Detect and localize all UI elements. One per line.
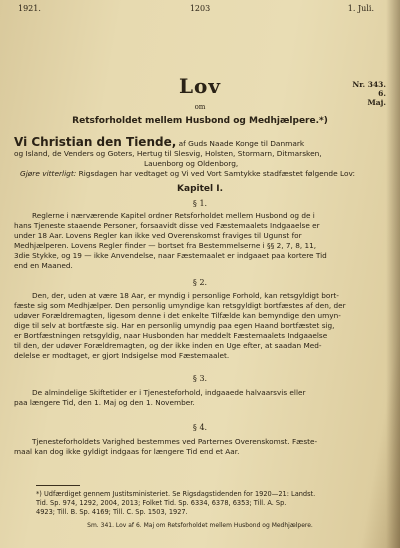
preamble-label: Gjøre vitterligt: — [20, 169, 77, 178]
marginal-month: Maj. — [367, 98, 386, 107]
text-line: er Bortfæstningen retsgyldig, naar Husbonden har meddelt Fæstemaalets Indgaaelse — [14, 331, 328, 340]
text-line: maal kan dog ikke gyldigt indgaas for længere Tid end et Aar. — [14, 447, 240, 456]
section-body — [14, 388, 305, 408]
text-line: under 18 Aar. Lovens Regler kan ikke ved Overenskomst fraviges til Ugunst for — [14, 231, 302, 240]
title-connector: om — [194, 103, 206, 111]
section-label: § 3. — [192, 374, 208, 383]
text-line: Reglerne i nærværende Kapitel ordner Retsforholdet mellem Husbond og de i — [32, 211, 315, 220]
marginal-day: 6. — [378, 89, 386, 98]
preamble-lead: Vi Christian den Tiende, — [14, 135, 177, 149]
text-line: 3die Stykke, og 19 — ikke Anvendelse, naar Fæstemaalet er indgaaet paa kortere Tid — [14, 251, 327, 260]
section-body — [14, 291, 346, 361]
footnote-line: *) Udfærdiget gennem Justitsministeriet. Se Rigsdagstidenden for 1920—21: Landst. — [36, 490, 316, 498]
document-title: Lov — [178, 74, 222, 98]
section-label: § 4. — [192, 423, 208, 432]
text-line: hans Tjeneste staaende Personer, forsaavidt disse ved Fæstemaalets Indgaaelse er — [14, 221, 320, 230]
section-label: § 2. — [192, 278, 208, 287]
text-line: Medhjælperen. Lovens Regler finder — bortset fra Bestemmelserne i §§ 2, 7, 8, 11, — [14, 241, 317, 250]
preamble-line: af Guds Naade Konge til Danmark — [178, 139, 305, 148]
footnote — [36, 490, 315, 517]
footnote-divider — [36, 485, 80, 486]
header-date: 1. Juli. — [347, 4, 374, 13]
text-line: til den, der udøver Forældremagten, og der ikke inden en Uge efter, at saadan Med- — [14, 341, 322, 350]
text-line: Tjenesteforholdets Varighed bestemmes ved Parternes Overenskomst. Fæste- — [32, 437, 318, 446]
header-page-number: 1203 — [189, 4, 211, 13]
preamble — [14, 137, 355, 179]
footnote-line: 4923; Till. B. Sp. 4169; Till. C. Sp. 1503, 1927. — [36, 508, 188, 516]
footer-note: Sm. 341. Lov af 6. Maj om Retsforholdet mellem Husbond og Medhjælpere. — [87, 522, 313, 529]
marginal-number: Nr. 343. — [352, 80, 386, 89]
section-body — [14, 437, 317, 457]
text-line: De almindelige Skiftetider er i Tjenesteforhold, indgaaede halvaarsvis eller — [32, 388, 306, 397]
text-line: paa længere Tid, den 1. Maj og den 1. November. — [14, 398, 195, 407]
text-line: delelse er modtaget, er gjort Indsigelse mod Fæstemaalet. — [14, 351, 230, 360]
document-subtitle: Retsforholdet mellem Husbond og Medhjælpere.*) — [72, 116, 328, 126]
preamble-line: og Island, de Venders og Goters, Hertug til Slesvig, Holsten, Stormarn, Ditmarsken, — [14, 149, 322, 158]
text-line: udøver Forældremagten, ligesom denne i det enkelte Tilfælde kan bemyndige den umyn- — [14, 311, 341, 320]
text-line: fæste sig som Medhjælper. Den personlig umyndige kan retsgyldigt bortfæstes af den, der — [14, 301, 346, 310]
header-year: 1921. — [18, 4, 41, 13]
section-body — [14, 211, 327, 271]
section-label: § 1. — [192, 199, 208, 208]
chapter-heading: Kapitel I. — [177, 184, 223, 194]
text-line: end en Maaned. — [14, 261, 73, 270]
text-line: Den, der, uden at være 18 Aar, er myndig i personlige Forhold, kan retsgyldigt bort- — [32, 291, 339, 300]
preamble-enactment: Rigsdagen har vedtaget og Vi ved Vort Samtykke stadfæstet følgende Lov: — [78, 169, 355, 178]
text-line: dige til selv at bortfæste sig. Har en personlig umyndig paa egen Haand bortfæstet sig, — [14, 321, 335, 330]
preamble-line: Lauenborg og Oldenborg, — [144, 159, 239, 168]
footnote-line: Tid. Sp. 974, 1292, 2004, 2013; Folket Tid. Sp. 6334, 6378, 6353; Till. A. Sp. — [36, 499, 287, 507]
